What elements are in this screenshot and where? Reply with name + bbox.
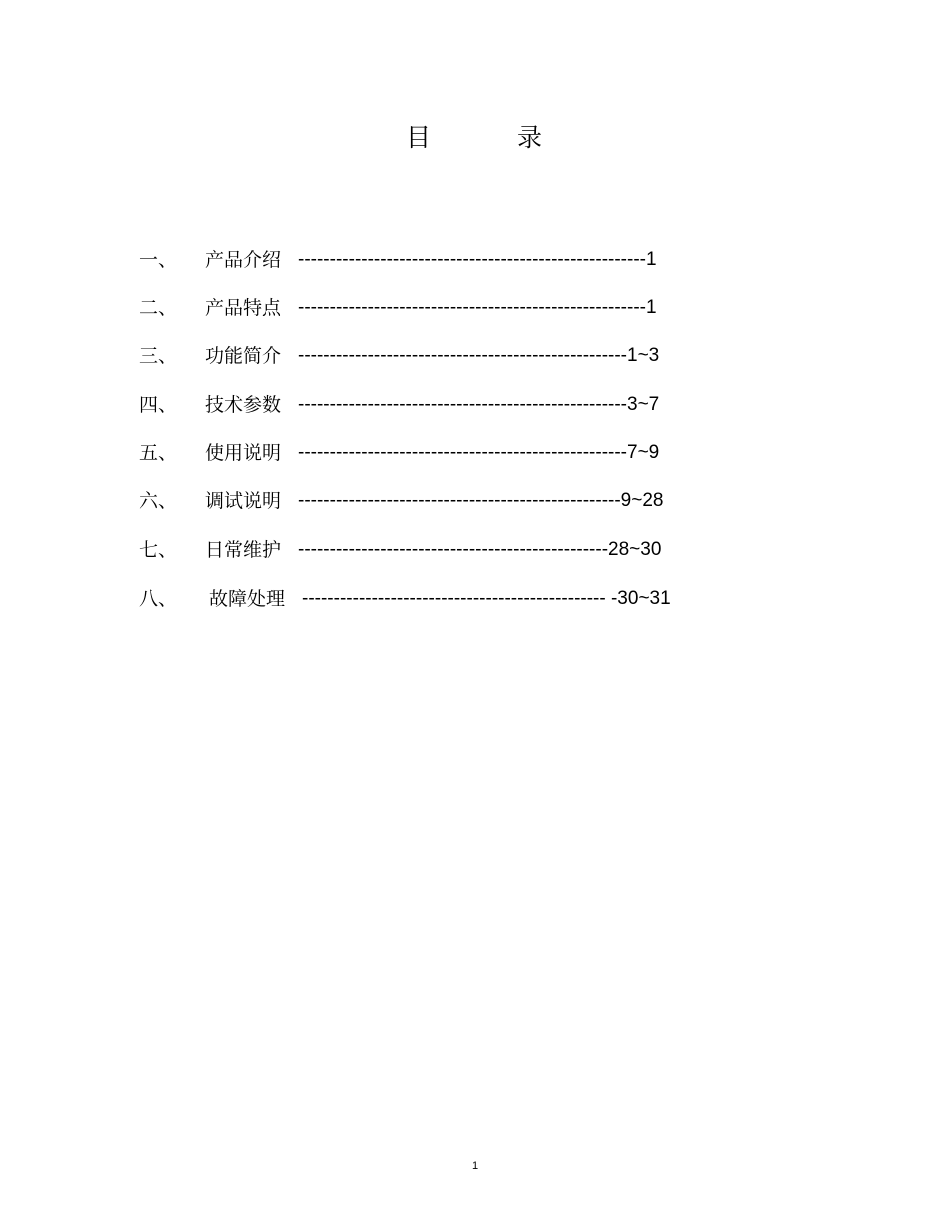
- toc-entry-3[interactable]: [0, 341, 950, 371]
- title-char-lu: 录: [517, 123, 543, 152]
- toc-leader-page: ------------------------------------------------ -30~31: [302, 588, 671, 609]
- toc-leader-page: ----------------------------------------------------3~7: [298, 394, 660, 415]
- toc-label: 日常维护: [205, 539, 282, 561]
- toc-entry-2[interactable]: [0, 293, 950, 323]
- toc-leader-page: -------------------------------------------------------1: [298, 249, 657, 270]
- toc-number: 六、: [139, 490, 178, 512]
- toc-leader-page: ----------------------------------------------------1~3: [298, 345, 660, 366]
- toc-label: 调试说明: [205, 490, 282, 512]
- toc-label: 功能简介: [205, 345, 282, 367]
- toc-leader-page: ----------------------------------------------------7~9: [298, 442, 660, 463]
- toc-number: 二、: [139, 297, 178, 319]
- toc-label: 产品介绍: [205, 249, 282, 271]
- toc-entry-5[interactable]: [0, 438, 950, 468]
- toc-number: 七、: [139, 539, 178, 561]
- toc-entry-4[interactable]: [0, 390, 950, 420]
- toc-label: 故障处理: [209, 588, 286, 610]
- page-title: [0, 118, 950, 158]
- toc-entry-8[interactable]: [0, 584, 950, 614]
- toc-leader-page: -------------------------------------------------------1: [298, 297, 657, 318]
- toc-entry-7[interactable]: [0, 535, 950, 565]
- toc-label: 技术参数: [205, 394, 282, 416]
- toc-entry-1[interactable]: [0, 245, 950, 275]
- page-number: 1: [471, 1160, 479, 1172]
- toc-label: 使用说明: [205, 442, 282, 464]
- toc-label: 产品特点: [205, 297, 282, 319]
- toc-number: 四、: [139, 394, 178, 416]
- title-char-mu: 目: [406, 123, 432, 152]
- toc-number: 八、: [139, 588, 178, 610]
- toc-entry-6[interactable]: [0, 486, 950, 516]
- toc-number: 三、: [139, 345, 178, 367]
- toc-number: 一、: [139, 249, 178, 271]
- toc-number: 五、: [139, 442, 178, 464]
- toc-leader-page: -------------------------------------------------28~30: [298, 539, 662, 560]
- toc-leader-page: ---------------------------------------------------9~28: [298, 490, 664, 511]
